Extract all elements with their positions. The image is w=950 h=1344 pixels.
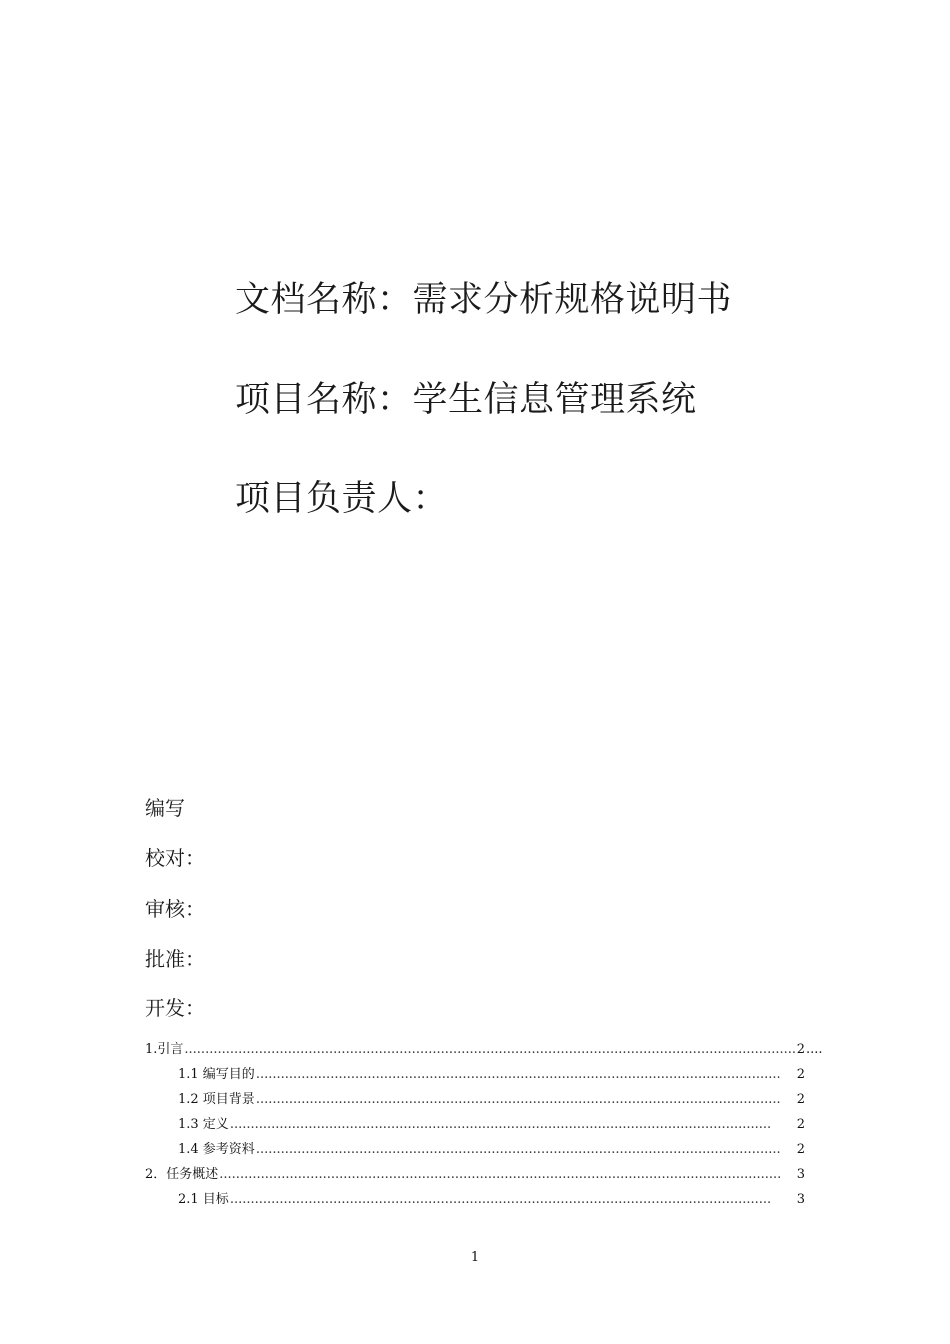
project-lead-line: 项目负责人：: [235, 479, 449, 519]
toc-entry-page: 2: [796, 1117, 805, 1132]
toc-leader-dots: [256, 1140, 780, 1160]
toc-entry[interactable]: [145, 1040, 805, 1060]
toc-entry-label: 2.1 目标: [178, 1192, 229, 1207]
toc-entry-label: 1.2 项目背景: [178, 1092, 255, 1107]
toc-leader-dots: [184, 1040, 795, 1060]
toc-leader-dots: [256, 1090, 780, 1110]
signoff-develop: 开发：: [145, 996, 205, 1020]
toc-entry[interactable]: [178, 1140, 805, 1160]
toc-leader-dots: [230, 1190, 770, 1210]
signoff-review: 审核：: [145, 897, 205, 921]
toc-entry[interactable]: [178, 1065, 805, 1085]
signoff-write: 编写: [145, 796, 185, 820]
toc-leader-dots: [230, 1115, 770, 1135]
toc-entry[interactable]: [145, 1165, 805, 1185]
toc-entry-page: 2: [796, 1042, 805, 1057]
project-name-line: 项目名称：学生信息管理系统: [235, 380, 697, 420]
toc-entry[interactable]: [178, 1190, 805, 1210]
document-name-line: 文档名称：需求分析规格说明书: [235, 280, 733, 320]
toc-entry-label: 1.1 编写目的: [178, 1067, 255, 1082]
toc-entry-label: 1.4 参考资料: [178, 1142, 255, 1157]
toc-entry[interactable]: [178, 1115, 805, 1135]
toc-leader-dots: [256, 1065, 780, 1085]
toc-trailing-dots: ....: [806, 1042, 823, 1057]
toc-entry-label: 2．任务概述: [145, 1167, 219, 1182]
toc-entry[interactable]: [178, 1090, 805, 1110]
signoff-approve: 批准：: [145, 947, 205, 971]
page-number: 1: [470, 1250, 480, 1265]
toc-entry-page: 3: [796, 1192, 805, 1207]
toc-entry-page: 3: [796, 1167, 805, 1182]
toc-entry-page: 2: [796, 1142, 805, 1157]
toc-entry-page: 2: [796, 1067, 805, 1082]
toc-entry-page: 2: [796, 1092, 805, 1107]
toc-leader-dots: [219, 1165, 779, 1185]
toc-entry-label: 1.3 定义: [178, 1117, 229, 1132]
signoff-proofread: 校对：: [145, 846, 205, 870]
toc-entry-label: 1.引言: [145, 1042, 184, 1057]
